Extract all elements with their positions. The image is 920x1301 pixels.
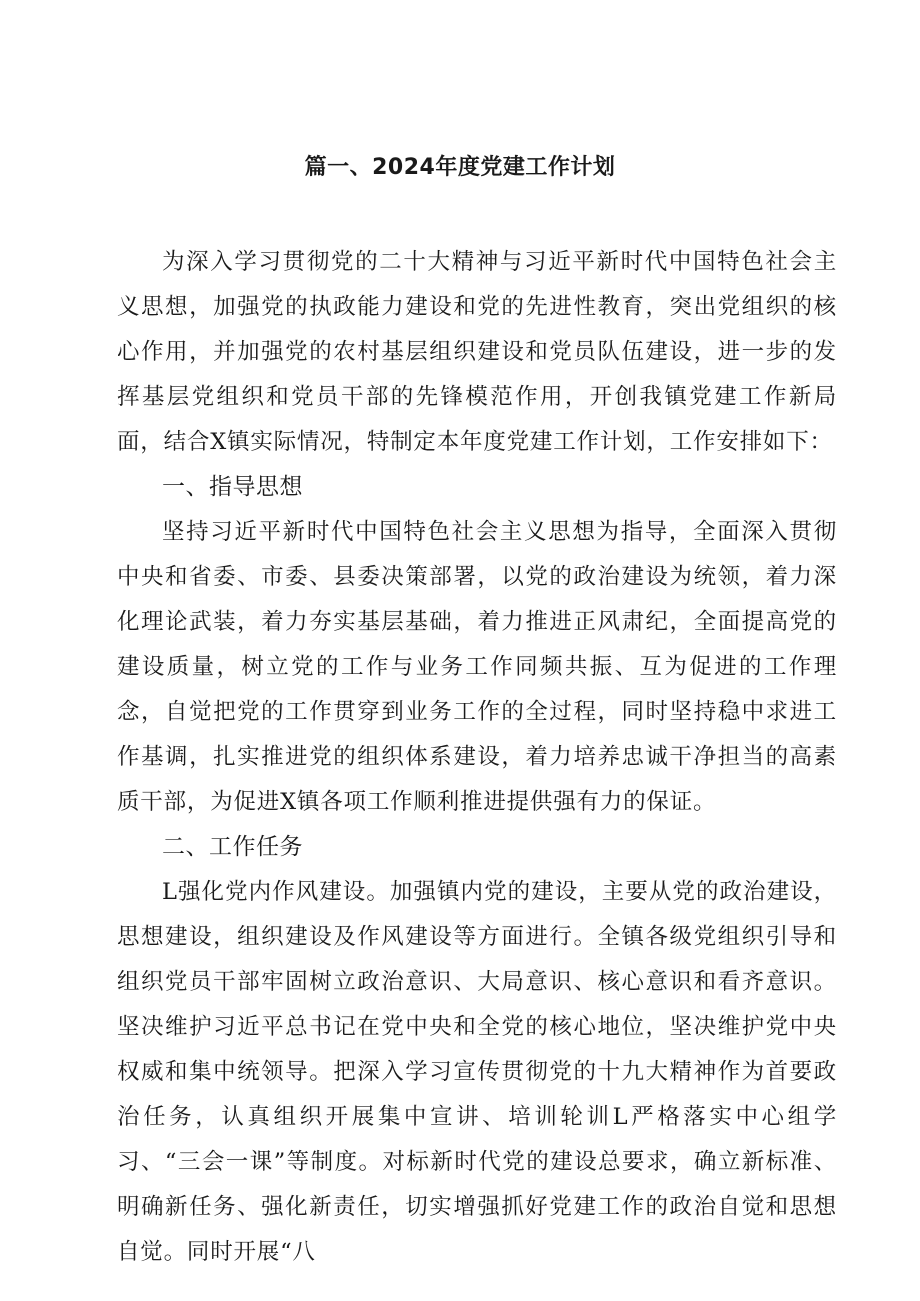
document-title: 篇一、2024年度党建工作计划 [304,155,616,180]
work-tasks-paragraph: L强化党内作风建设。加强镇内党的建设，主要从党的政治建设，思想建设，组织建设及作风建设等方面进行。全镇各级党组织引导和组织党员干部牢固树立政治意识、大局意识、核心意识和看齐意识。坚决维护习近平总书记在党中央和全党的核心地位，坚决维护党中央权威和集中统领导。把深入学习宣传贯彻党的十九大精神作为首要政治任务，认真组织开展集中宣讲、培训轮训L严格落实中心组学习、“三会一课”等制度。对标新时代党的建设总要求，确立新标准、明确新任务、强化新责任，切实增强抓好党建工作的政治自觉和思想自觉。同时开展“八 [117,879,837,1265]
intro-paragraph: 为深入学习贯彻党的二十大精神与习近平新时代中国特色社会主义思想，加强党的执政能力建设和党的先进性教育，突出党组织的核心作用，并加强党的农村基层组织建设和党员队伍建设，进一步的发挥基层党组织和党员干部的先锋模范作用，开创我镇党建工作新局面，结合X镇实际情况，特制定本年度党建工作计划，工作安排如下： [117,249,837,455]
section-heading-work-tasks: 二、工作任务 [162,834,303,860]
guiding-ideology-paragraph: 坚持习近平新时代中国特色社会主义思想为指导，全面深入贯彻中央和省委、市委、县委决策部署，以党的政治建设为统领，着力深化理论武装，着力夯实基层基础，着力推进正风肃纪，全面提高党的建设质量，树立党的工作与业务工作同频共振、互为促进的工作理念，自觉把党的工作贯穿到业务工作的全过程，同时坚持稳中求进工作基调，扎实推进党的组织体系建设，着力培养忠诚干净担当的高素质干部，为促进X镇各项工作顺利推进提供强有力的保证。 [117,519,837,815]
document-body [117,240,837,1275]
section-heading-guiding-ideology: 一、指导思想 [162,474,303,500]
